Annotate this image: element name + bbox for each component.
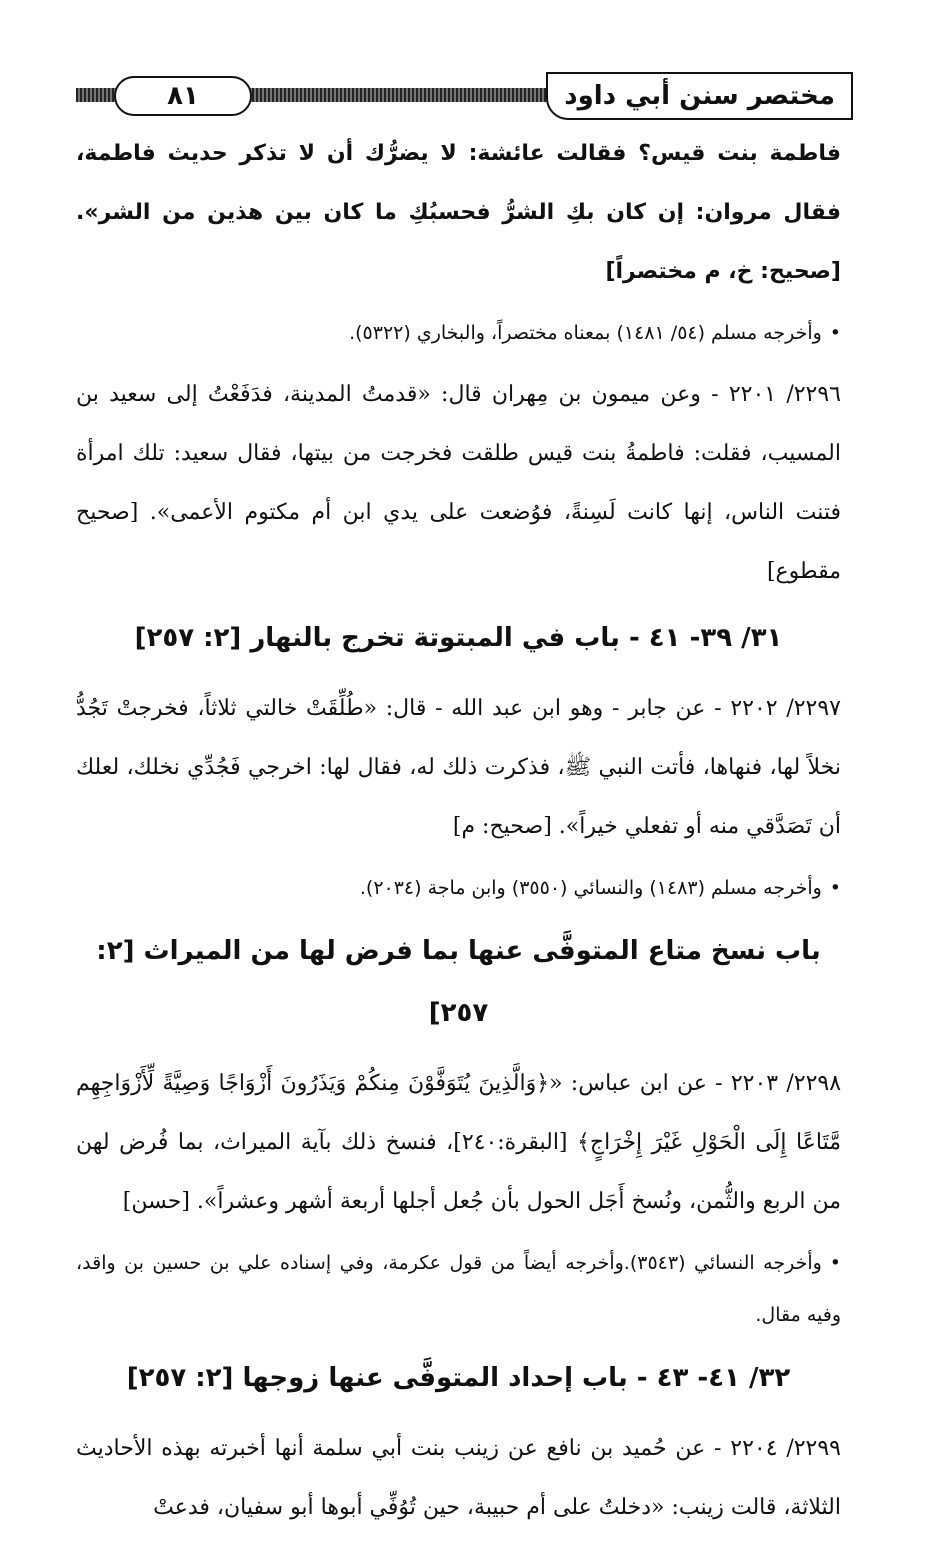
hadith-2296: ٢٢٩٦/ ٢٢٠١ - وعن ميمون بن مِهران قال: «قدمتُ المدينة، فدَفَعْتُ إلى سعيد بن المسيب، فقلت: فاطمةُ بنت قيس طلقت فخرجت من بيتها، فقال سعيد: تلك امرأة فتنت الناس، إنها كانت لَسِنةً، فوُضعت على يدي ابن أم مكتوم الأعمى». [صحيح مقطوع] [76, 382, 841, 584]
bullet-icon: • [829, 322, 841, 344]
footnote-text: وأخرجه مسلم (٥٤/ ١٤٨١) بمعناه مختصراً، والبخاري (٥٣٢٢). [349, 322, 822, 344]
paragraph-continuation: فاطمة بنت قيس؟ فقالت عائشة: لا يضرُّك أن لا تذكر حديث فاطمة، فقال مروان: إن كان بكِ الشرُّ فحسبُكِ ما كان بين هذين من الشر». [صحيح: خ، م مختصراً] [76, 141, 841, 284]
chapter-heading-32: ٣٢/ ٤١- ٤٣ - باب إحداد المتوفَّى عنها زوجها [٢: ٢٥٧] [126, 1363, 791, 1393]
footnote-takhrij [76, 862, 841, 914]
footnote-text: وأخرجه النسائي (٣٥٤٣).وأخرجه أيضاً من قول عكرمة، وفي إسناده علي بن حسين بن واقد، وفيه مقال. [76, 1252, 841, 1326]
hadith-2299: ٢٢٩٩/ ٢٢٠٤ - عن حُميد بن نافع عن زينب بنت أبي سلمة أنها أخبرته بهذه الأحاديث الثلاثة، قالت زينب: «دخلتُ على أم حبيبة، حين تُوُفِّي أبوها أبو سفيان، فدعتْ [76, 1436, 841, 1520]
footnote-text: وأخرجه مسلم (١٤٨٣) والنسائي (٣٥٥٠) وابن ماجة (٢٠٣٤). [359, 877, 822, 899]
chapter-heading-31: ٣١/ ٣٩- ٤١ - باب في المبتوتة تخرج بالنهار [٢: ٢٥٧] [134, 623, 783, 653]
page-content [76, 124, 841, 1543]
bullet-icon: • [829, 1252, 841, 1274]
page-header [76, 66, 853, 126]
hadith-2297: ٢٢٩٧/ ٢٢٠٢ - عن جابر - وهو ابن عبد الله - قال: «طُلِّقَتْ خالتي ثلاثاً، فخرجتْ تَجُدُّ نخلاً لها، فنهاها، فأتت النبي ﷺ، فذكرت ذلك له، فقال لها: اخرجي فَجُدِّي نخلك، لعلك أن تَصَدَّقي منه أو تفعلي خيراً». [صحيح: م] [76, 696, 841, 839]
book-title: مختصر سنن أبي داود [546, 72, 853, 120]
page-number: ٨١ [114, 76, 252, 116]
footnote-takhrij [76, 1237, 841, 1341]
bullet-icon: • [829, 877, 841, 899]
chapter-heading-naskh: باب نسخ متاع المتوفَّى عنها بما فرض لها من الميراث [٢: ٢٥٧] [96, 936, 821, 1028]
footnote-takhrij [76, 307, 841, 359]
hadith-2298: ٢٢٩٨/ ٢٢٠٣ - عن ابن عباس: «﴿وَالَّذِينَ يُتَوَفَّوْنَ مِنكُمْ وَيَذَرُونَ أَزْوَاجًا وَصِيَّةً لِّأَزْوَاجِهِم مَّتَاعًا إِلَى الْحَوْلِ غَيْرَ إِخْرَاجٍ﴾ [البقرة:٢٤٠]، فنسخ ذلك بآية الميراث، بما فُرض لهن من الربع والثُّمن، ونُسخ أَجَل الحول بأن جُعل أجلها أربعة أشهر وعشراً». [حسن] [76, 1071, 842, 1214]
